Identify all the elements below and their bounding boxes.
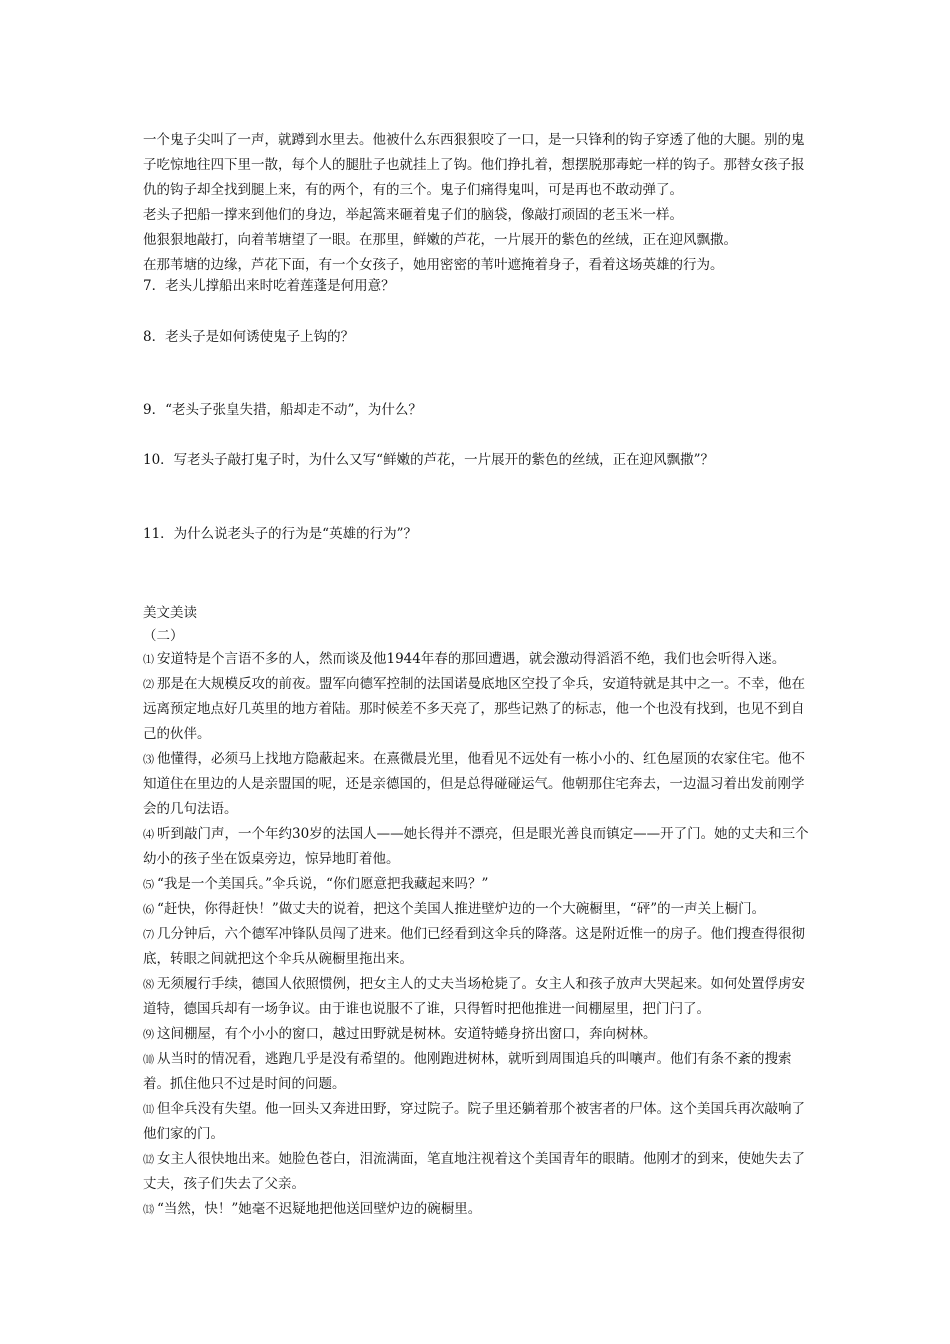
- numbered-paragraph: [143, 872, 811, 897]
- numbered-paragraph: [143, 1047, 811, 1097]
- paragraph-text: 女主人很快地出来。她脸色苍白，泪流满面，笔直地注视着这个美国青年的眼睛。他刚才的到来，使她失去了丈夫，孩子们失去了父亲。: [143, 1151, 805, 1192]
- paragraph-number: ⑹: [143, 903, 154, 916]
- paragraph-number: ⑽: [143, 1053, 154, 1066]
- paragraph-text: 安道特是个言语不多的人，然而谈及他1944年春的那回遭遇，就会激动得滔滔不绝，我们也会听得入迷。: [157, 651, 786, 667]
- paragraph-text: 无须履行手续，德国人依照惯例，把女主人的丈夫当场枪毙了。女主人和孩子放声大哭起来。如何处置俘虏安道特，德国兵却有一场争议。由于谁也说服不了谁，只得暂时把他推进一间棚屋里，把门闩了。: [143, 976, 805, 1017]
- paragraph-text: “当然，快！”她毫不迟疑地把他送回壁炉边的碗橱里。: [157, 1201, 482, 1217]
- numbered-paragraph: [143, 1197, 811, 1222]
- passage-paragraph: 老头子把船一撑来到他们的身边，举起篙来砸着鬼子们的脑袋，像敲打顽固的老玉米一样。: [143, 207, 683, 223]
- paragraph-text: “赶快，你得赶快！”做丈夫的说着，把这个美国人推进壁炉边的一个大碗橱里，“砰”的一声关上橱门。: [157, 901, 766, 917]
- paragraph-number: ⑼: [143, 1028, 154, 1041]
- paragraph-text: 他懂得，必须马上找地方隐蔽起来。在熹微晨光里，他看见不远处有一栋小小的、红色屋顶的农家住宅。他不知道住在里边的人是亲盟国的呢，还是亲德国的，但是总得碰碰运气。他朝那住宅奔去，一边温习着出发前刚学会的几句法语。: [143, 751, 805, 817]
- passage-excerpt: [143, 128, 811, 278]
- section-title: 美文美读: [143, 605, 197, 621]
- passage-paragraph: 在那苇塘的边缘，芦花下面，有一个女孩子，她用密密的苇叶遮掩着身子，看着这场英雄的行为。: [143, 257, 724, 273]
- paragraph-text: 几分钟后，六个德军冲锋队员闯了进来。他们已经看到这伞兵的降落。这是附近惟一的房子。他们搜查得很彻底，转眼之间就把这个伞兵从碗橱里拖出来。: [143, 926, 805, 967]
- question-7: 7．老头儿撑船出来时吃着莲蓬是何用意？: [143, 278, 395, 294]
- question-10: 10．写老头子敲打鬼子时，为什么又写“鲜嫩的芦花，一片展开的紫色的丝绒，正在迎风飘撒”？: [143, 452, 714, 468]
- numbered-paragraph: [143, 897, 811, 922]
- paragraph-text: “我是一个美国兵。”伞兵说，“你们愿意把我藏起来吗？”: [157, 876, 489, 892]
- paragraph-text: 但伞兵没有失望。他一回头又奔进田野，穿过院子。院子里还躺着那个被害者的尸体。这个美国兵再次敲响了他们家的门。: [143, 1101, 805, 1142]
- passage-paragraph: 一个鬼子尖叫了一声，就蹲到水里去。他被什么东西狠狠咬了一口，是一只锋利的钩子穿透了他的大腿。别的鬼子吃惊地往四下里一散，每个人的腿肚子也就挂上了钩。他们挣扎着，想摆脱那毒蛇一样的钩子。那替女孩子报仇的钩子却全找到腿上来，有的两个，有的三个。鬼子们痛得鬼叫，可是再也不敢动弹了。: [143, 132, 805, 198]
- question-9: 9．“老头子张皇失措，船却走不动”，为什么？: [143, 402, 422, 418]
- paragraph-text: 听到敲门声，一个年约30岁的法国人——她长得并不漂亮，但是眼光善良而镇定——开了门。她的丈夫和三个幼小的孩子坐在饭桌旁边，惊异地盯着他。: [143, 826, 809, 867]
- paragraph-number: ⑿: [143, 1153, 154, 1166]
- question-8: 8．老头子是如何诱使鬼子上钩的？: [143, 329, 355, 345]
- section-subtitle: （二）: [143, 628, 184, 644]
- numbered-paragraph: [143, 672, 811, 747]
- paragraph-number: ⑶: [143, 753, 154, 766]
- paragraph-number: ⑸: [143, 878, 154, 891]
- numbered-paragraph: [143, 822, 811, 872]
- question-11: 11．为什么说老头子的行为是“英雄的行为”？: [143, 526, 417, 542]
- paragraph-number: ⑻: [143, 978, 154, 991]
- numbered-paragraph: [143, 747, 811, 822]
- numbered-paragraph: [143, 922, 811, 972]
- passage-paragraph: 他狠狠地敲打，向着苇塘望了一眼。在那里，鲜嫩的芦花，一片展开的紫色的丝绒，正在迎风飘撒。: [143, 232, 737, 248]
- paragraph-text: 这间棚屋，有个小小的窗口，越过田野就是树林。安道特蜷身挤出窗口，奔向树林。: [157, 1026, 657, 1042]
- paragraph-text: 从当时的情况看，逃跑几乎是没有希望的。他刚跑进树林，就听到周围追兵的叫嚷声。他们有条不紊的搜索着。抓住他只不过是时间的问题。: [143, 1051, 792, 1092]
- paragraph-number: ⑵: [143, 678, 154, 691]
- paragraph-number: ⒀: [143, 1203, 154, 1216]
- paragraph-number: ⑺: [143, 928, 154, 941]
- paragraph-number: ⑷: [143, 828, 154, 841]
- numbered-paragraph: [143, 1022, 811, 1047]
- paragraph-number: ⑾: [143, 1103, 154, 1116]
- numbered-paragraph: [143, 972, 811, 1022]
- reading-passage: [143, 647, 811, 1222]
- numbered-paragraph: [143, 647, 811, 672]
- paragraph-number: ⑴: [143, 653, 154, 666]
- numbered-paragraph: [143, 1147, 811, 1197]
- numbered-paragraph: [143, 1097, 811, 1147]
- paragraph-text: 那是在大规模反攻的前夜。盟军向德军控制的法国诺曼底地区空投了伞兵，安道特就是其中之一。不幸，他在远离预定地点好几英里的地方着陆。那时候差不多天亮了，那些记熟了的标志，他一个也没有找到，也见不到自己的伙伴。: [143, 676, 805, 742]
